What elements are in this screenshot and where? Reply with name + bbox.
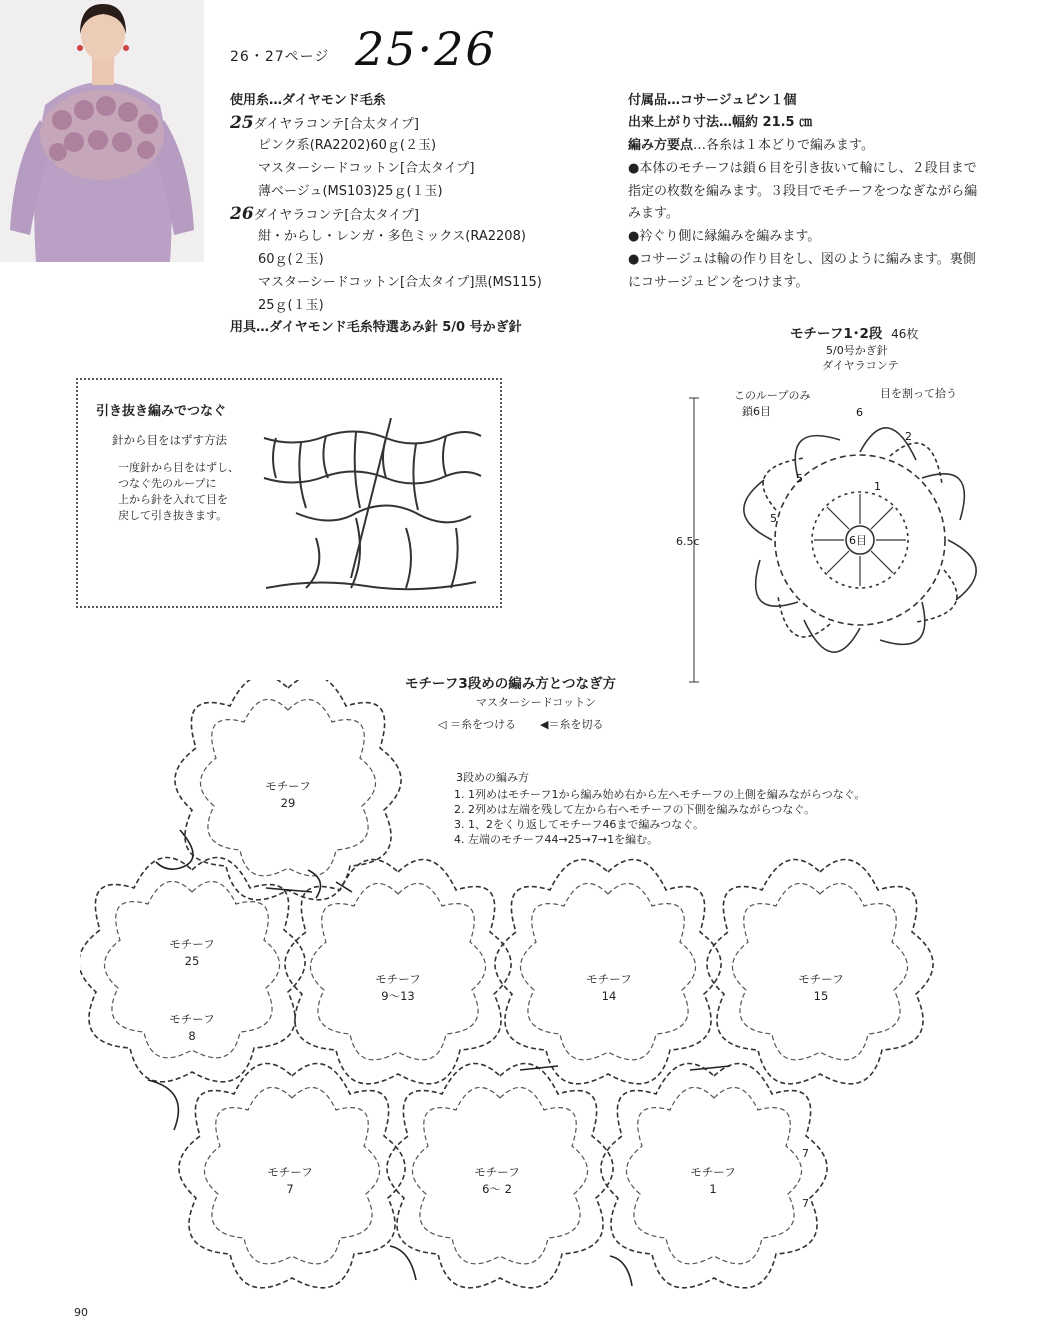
yarn26-a-color: 紺・からし・レンガ・多色ミックス(RA2208) [258,229,526,244]
page-reference: 26・27ページ [230,49,330,65]
motif-9-13: モチーフ 9～13 [375,972,421,1003]
join-desc-1: 一度針から目をはずし、 [118,461,239,474]
points-text: …各糸は１本どりで編みます。 [693,138,874,153]
motif-6-2: モチーフ 6～ 2 [474,1165,520,1196]
round-mark-7b: 7 [802,1197,809,1210]
yarn26-b-amount: 25ｇ(１玉) [258,298,324,313]
yarn26-a: ダイヤラコンテ[合太タイプ] [253,208,419,223]
yarn25-line [230,114,419,134]
round-mark-7a: 7 [802,1147,809,1160]
yarn26-line [230,205,419,225]
bullet1-b: 指定の枚数を編みます。３段目でモチーフをつなぎながら編 [628,184,978,199]
motif-15: モチーフ 15 [798,972,844,1003]
yarn25-b-color: 薄ベージュ(MS103)25ｇ(１玉) [258,184,443,199]
motif12-hook: 5/0号かぎ針 [826,344,888,357]
number-26: 26 [230,204,254,224]
join-subtitle: 針から目をはずす方法 [112,433,227,447]
finished-size: 出来上がり寸法…幅約 21.5 ㎝ [628,115,813,130]
join-method-box [76,378,502,608]
accessory: 付属品…コサージュピン１個 [628,93,797,108]
bullet2: ●衿ぐり側に縁編みを編みます。 [628,229,821,244]
points-line [628,137,874,155]
motif3-yarn: マスターシードコットン [476,696,597,709]
yarn-label: 使用糸…ダイヤモンド毛糸 [230,93,386,108]
motif-14: モチーフ 14 [586,972,632,1003]
join-desc-2: つなぐ先のループに [118,477,217,490]
motif12-note-split: 目を割って拾う [880,387,957,400]
join-illustration [256,418,486,598]
yarn26-a-amount: 60ｇ(２玉) [258,252,324,267]
yarn25-b: マスターシードコットン[合太タイプ] [258,161,475,176]
instr-2: 2. 2列めは左端を残して左から右へモチーフの下側を編みながらつなぐ。 [454,803,816,816]
motif12-round-5b: 5 [770,512,777,525]
motif12-title [790,322,918,342]
motif12-round-1: 1 [874,480,881,493]
bullet1-a: ●本体のモチーフは鎖６目を引き抜いて輪にし、２段目まで [628,161,977,176]
bullet1-c: みます。 [628,206,679,221]
motif12-round-5a: 5 [796,472,803,485]
instr-4: 4. 左端のモチーフ44→25→7→1を編む。 [454,833,659,846]
join-desc-3: 上から針を入れて目を [118,493,228,506]
legend-attach: ◁ ＝糸をつける [438,718,516,731]
motif-29: モチーフ 29 [265,779,311,810]
instr-1: 1. 1列めはモチーフ1から編み始め右から左へモチーフの上側を編みながらつなぐ。 [454,788,866,801]
yarn26-b: マスターシードコットン[合太タイプ]黒(MS115) [258,275,542,290]
motif12-note-loop-a: このループのみ [734,389,811,402]
instr-3: 3. 1、2をくり返してモチーフ46まで編みつなぐ。 [454,818,704,831]
motif3-title: モチーフ3段めの編み方とつなぎ方 [405,676,616,692]
motif12-round-6: 6 [856,406,863,419]
motif-1: モチーフ 1 [690,1165,736,1196]
tools: 用具…ダイヤモンド毛糸特選あみ針 5/0 号かぎ針 [230,320,522,335]
motif12-diagram [686,394,1016,684]
model-illustration [0,0,204,262]
yarn25-a: ダイヤラコンテ[合太タイプ] [253,117,419,132]
number-25: 25 [230,113,254,133]
join-desc-4: 戻して引き抜きます。 [118,509,228,522]
motif-25: モチーフ 25 [169,937,215,968]
motif-7: モチーフ 7 [267,1165,313,1196]
join-title: 引き抜き編みでつなぐ [96,404,227,419]
legend-cut: ◀＝糸を切る [540,718,604,731]
yarn25-a-color: ピンク系(RA2202)60ｇ(２玉) [258,138,437,153]
points-label: 編み方要点 [628,138,694,153]
motif12-round-2: 2 [905,430,912,443]
motif-8: モチーフ 8 [169,1012,215,1043]
instr-title: 3段めの編み方 [456,771,529,784]
motif12-size: 6.5c [676,535,700,548]
motif12-center: 6目 [849,534,867,547]
page-number: 90 [74,1306,88,1319]
motif12-note-loop-b: 鎖6目 [742,405,771,418]
motif12-title-text: モチーフ1･2段 [790,326,883,342]
model-photo [0,0,204,262]
motif12-count: 46枚 [891,327,919,341]
motif12-yarn: ダイヤラコンテ [822,359,899,372]
pattern-number: 25·26 [355,22,497,76]
bullet3-a: ●コサージュは輪の作り目をし、図のように編みます。裏側 [628,252,976,267]
bullet3-b: にコサージュピンをつけます。 [628,275,809,290]
